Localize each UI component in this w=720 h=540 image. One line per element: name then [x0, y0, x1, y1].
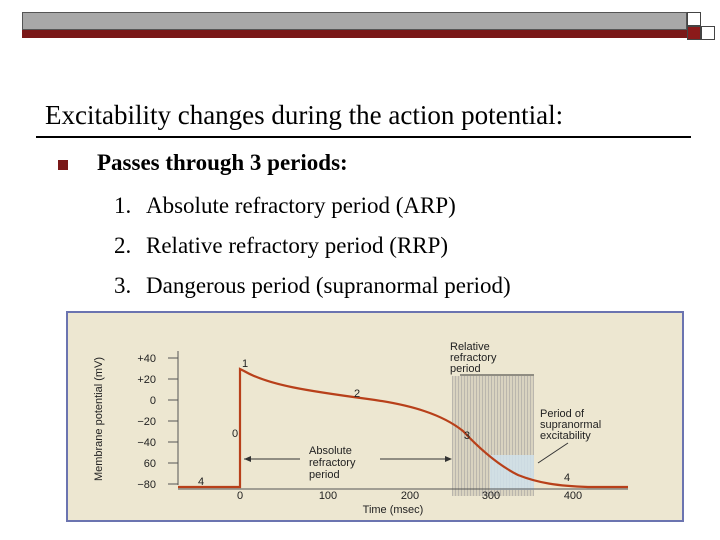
y-tick-label: 0 — [149, 395, 156, 407]
phase-label: 0 — [232, 428, 239, 440]
list-item — [114, 273, 511, 299]
list-item-number: 2. — [114, 233, 132, 258]
action-potential-figure — [66, 311, 684, 522]
action-potential-diagram — [68, 313, 682, 520]
list-item-number: 3. — [114, 273, 132, 298]
annotation-absolute: Absolute — [309, 445, 352, 457]
annotation-relative: Relative — [450, 341, 490, 353]
list-item-text: Relative refractory period (RRP) — [146, 233, 449, 258]
supranormal-pointer — [538, 443, 568, 463]
y-tick-label: 60 — [143, 458, 156, 470]
annotation-absolute: period — [309, 469, 340, 481]
x-tick-label: 200 — [400, 490, 420, 502]
corner-square-icon — [701, 26, 715, 40]
title-underline — [36, 136, 691, 138]
annotation-relative: refractory — [450, 352, 497, 364]
bullet-square-icon — [58, 160, 68, 170]
list-item-number: 1. — [114, 193, 132, 218]
y-tick-label: +40 — [137, 353, 156, 365]
y-axis-label: Membrane potential (mV) — [93, 356, 105, 482]
list-item-text: Absolute refractory period (ARP) — [146, 193, 456, 218]
top-bar — [22, 12, 687, 30]
list-item — [114, 233, 448, 259]
arrowhead-icon — [244, 456, 251, 462]
x-tick-label: 400 — [563, 490, 583, 502]
annotation-relative: period — [450, 363, 481, 375]
bullet-heading: Passes through 3 periods: — [97, 150, 348, 175]
y-tick-label: −40 — [137, 437, 156, 449]
corner-square-icon — [687, 12, 701, 26]
phase-label: 4 — [198, 476, 205, 488]
y-tick-label: −20 — [137, 416, 156, 428]
list-item-text: Dangerous period (supranormal period) — [146, 273, 511, 298]
annotation-supranormal: Period of — [540, 408, 585, 420]
annotation-supranormal: supranormal — [540, 419, 602, 431]
phase-label: 4 — [564, 472, 571, 484]
annotation-supranormal: excitability — [540, 430, 591, 442]
x-axis-label: Time (msec) — [362, 504, 424, 516]
list-item — [114, 193, 456, 219]
annotation-absolute: refractory — [309, 457, 356, 469]
y-tick-label: +20 — [137, 374, 156, 386]
slide-title: Excitability changes during the action potential: — [45, 100, 564, 130]
phase-label: 3 — [464, 430, 471, 442]
corner-square-icon — [687, 26, 701, 40]
phase-label: 2 — [354, 388, 361, 400]
x-tick-label: 0 — [236, 490, 244, 502]
x-tick-label: 100 — [318, 490, 338, 502]
x-tick-label: 300 — [481, 490, 501, 502]
phase-label: 1 — [242, 358, 249, 370]
top-accent-strip — [22, 30, 687, 38]
y-tick-label: −80 — [137, 479, 156, 491]
arrowhead-icon — [445, 456, 452, 462]
